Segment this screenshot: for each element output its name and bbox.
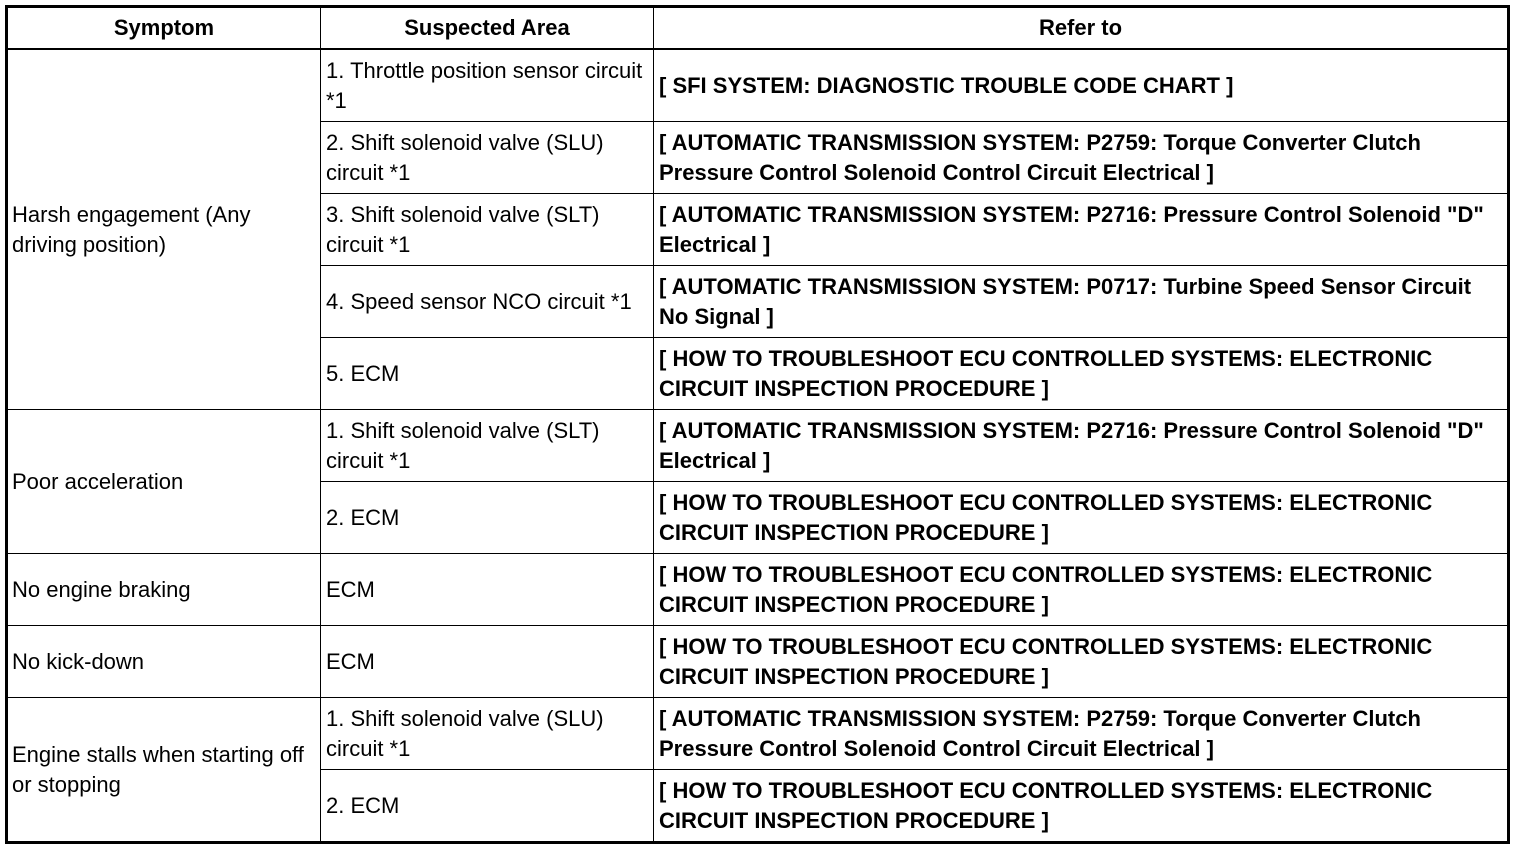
table-row bbox=[7, 49, 1509, 122]
table-row bbox=[7, 554, 1509, 626]
table-row bbox=[7, 626, 1509, 698]
refer-to-link[interactable]: [ AUTOMATIC TRANSMISSION SYSTEM: P0717: Turbine Speed Sensor Circuit No Signal ] bbox=[654, 266, 1509, 338]
suspected-area-cell: 4. Speed sensor NCO circuit *1 bbox=[321, 266, 654, 338]
suspected-area-cell: ECM bbox=[321, 626, 654, 698]
refer-to-link[interactable]: [ AUTOMATIC TRANSMISSION SYSTEM: P2759: Torque Converter Clutch Pressure Control Solenoid Control Circuit Electrical ] bbox=[654, 698, 1509, 770]
symptom-cell: No engine braking bbox=[7, 554, 321, 626]
suspected-area-cell: ECM bbox=[321, 554, 654, 626]
refer-to-link[interactable]: [ SFI SYSTEM: DIAGNOSTIC TROUBLE CODE CHART ] bbox=[654, 49, 1509, 122]
suspected-area-cell: 5. ECM bbox=[321, 338, 654, 410]
refer-to-link[interactable]: [ HOW TO TROUBLESHOOT ECU CONTROLLED SYSTEMS: ELECTRONIC CIRCUIT INSPECTION PROCEDURE ] bbox=[654, 626, 1509, 698]
symptom-cell: No kick-down bbox=[7, 626, 321, 698]
suspected-area-cell: 2. ECM bbox=[321, 482, 654, 554]
refer-to-link[interactable]: [ AUTOMATIC TRANSMISSION SYSTEM: P2759: Torque Converter Clutch Pressure Control Solenoid Control Circuit Electrical ] bbox=[654, 122, 1509, 194]
header-row bbox=[7, 7, 1509, 50]
symptom-cell: Engine stalls when starting off or stopping bbox=[7, 698, 321, 843]
suspected-area-cell: 2. Shift solenoid valve (SLU) circuit *1 bbox=[321, 122, 654, 194]
refer-to-link[interactable]: [ AUTOMATIC TRANSMISSION SYSTEM: P2716: Pressure Control Solenoid "D" Electrical ] bbox=[654, 194, 1509, 266]
symptom-cell: Harsh engagement (Any driving position) bbox=[7, 49, 321, 410]
refer-to-link[interactable]: [ HOW TO TROUBLESHOOT ECU CONTROLLED SYSTEMS: ELECTRONIC CIRCUIT INSPECTION PROCEDURE ] bbox=[654, 338, 1509, 410]
refer-to-link[interactable]: [ HOW TO TROUBLESHOOT ECU CONTROLLED SYSTEMS: ELECTRONIC CIRCUIT INSPECTION PROCEDURE ] bbox=[654, 482, 1509, 554]
table-row bbox=[7, 410, 1509, 482]
header-refer-to: Refer to bbox=[654, 7, 1509, 50]
suspected-area-cell: 2. ECM bbox=[321, 770, 654, 843]
suspected-area-cell: 1. Shift solenoid valve (SLT) circuit *1 bbox=[321, 410, 654, 482]
table-header bbox=[7, 7, 1509, 50]
suspected-area-cell: 1. Throttle position sensor circuit *1 bbox=[321, 49, 654, 122]
suspected-area-cell: 3. Shift solenoid valve (SLT) circuit *1 bbox=[321, 194, 654, 266]
symptom-cell: Poor acceleration bbox=[7, 410, 321, 554]
refer-to-link[interactable]: [ AUTOMATIC TRANSMISSION SYSTEM: P2716: Pressure Control Solenoid "D" Electrical ] bbox=[654, 410, 1509, 482]
symptom-table bbox=[5, 5, 1510, 844]
table-row bbox=[7, 698, 1509, 770]
header-symptom: Symptom bbox=[7, 7, 321, 50]
suspected-area-cell: 1. Shift solenoid valve (SLU) circuit *1 bbox=[321, 698, 654, 770]
refer-to-link[interactable]: [ HOW TO TROUBLESHOOT ECU CONTROLLED SYSTEMS: ELECTRONIC CIRCUIT INSPECTION PROCEDURE ] bbox=[654, 770, 1509, 843]
header-suspected-area: Suspected Area bbox=[321, 7, 654, 50]
refer-to-link[interactable]: [ HOW TO TROUBLESHOOT ECU CONTROLLED SYSTEMS: ELECTRONIC CIRCUIT INSPECTION PROCEDURE ] bbox=[654, 554, 1509, 626]
table-body bbox=[7, 49, 1509, 843]
